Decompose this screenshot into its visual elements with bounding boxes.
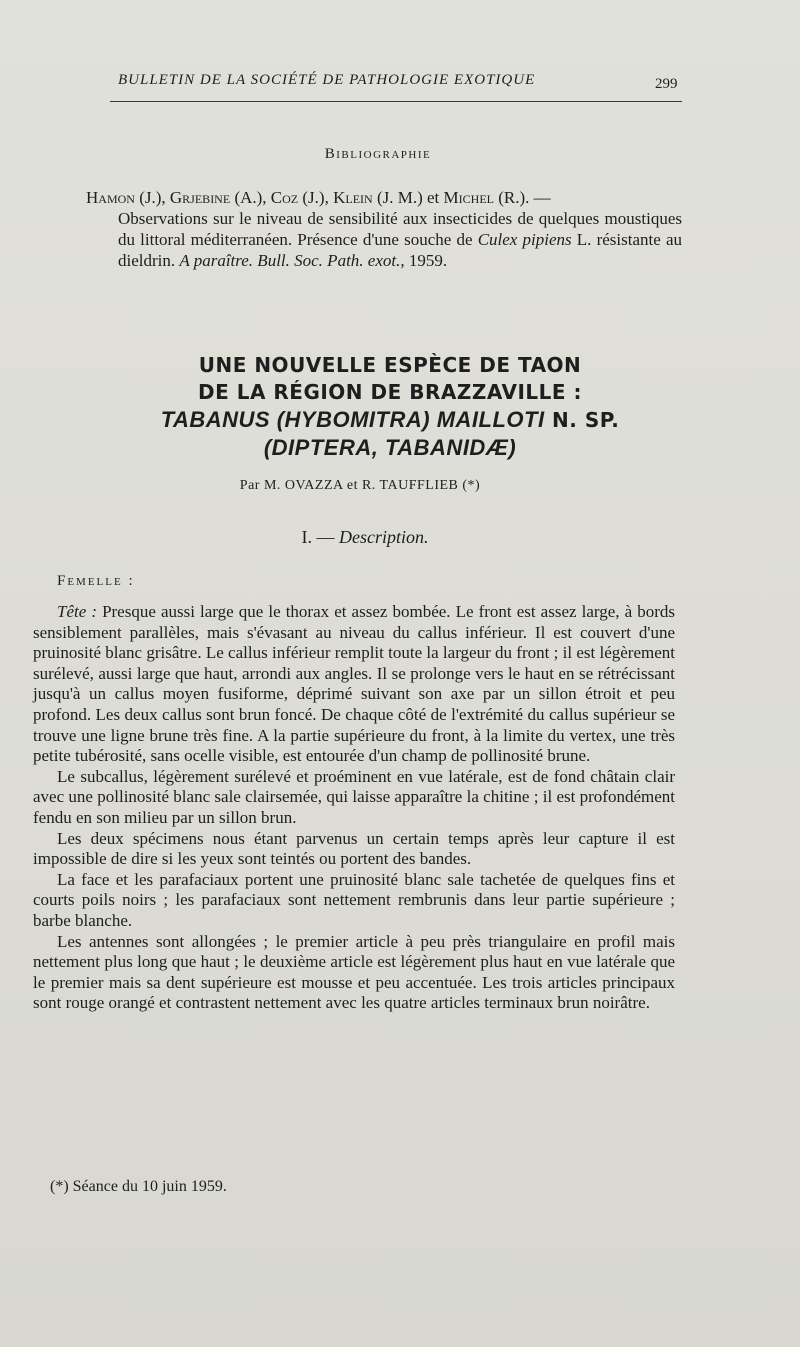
- paragraph: [33, 870, 675, 932]
- author-name: Michel: [443, 188, 494, 207]
- part-title: Description.: [339, 527, 429, 547]
- author-name: Grjebine: [169, 188, 231, 207]
- paragraph: [33, 767, 675, 829]
- taxon-name: TABANUS (HYBOMITRA) MAILLOTI: [160, 407, 545, 432]
- title-line: DE LA RÉGION DE BRAZZAVILLE :: [197, 380, 583, 404]
- author-initials: (A.),: [230, 188, 271, 207]
- author-name: Coz: [270, 188, 299, 207]
- title-line: [80, 406, 700, 434]
- reference-year: 1959.: [404, 251, 448, 270]
- reference-text: Observations sur le niveau de sensibilité aux insecticides de quelques moustiques du littoral méditerranéen. Présence d'une souche de: [118, 209, 682, 249]
- part-heading: [0, 527, 730, 548]
- sex-heading: Femelle :: [57, 573, 135, 589]
- part-number: I. —: [301, 527, 339, 547]
- paragraph-text: Presque aussi large que le thorax et assez bombée. Le front est assez large, à bords sensiblement parallèles, mais s'évasant au niveau du callus inférieur. Il est couvert d'une pruinosité blanc grisâtre. Le callus inférieur remplit toute la largeur du front ; il est légèrement surélevé, aussi large que haut, arrondi aux angles. Il se prolonge vers le haut en se rétrécissant jusqu'à un callus moyen fusiforme, déprimé suivant son axe par un sillon étroit et peu profond. Les deux callus sont brun foncé. De chaque côté de l'extrémité du callus supérieur se trouve une ligne brune très fine. A la partie supérieure du front, à la limite du vertex, une très petite tubérosité, sans ocelle visible, est entourée d'un champ de pollinosité brune.: [33, 602, 675, 766]
- paragraph-text: Le subcallus, légèrement surélevé et proéminent en vue latérale, est de fond châtain clair avec une pollinosité blanc sale clairsemée, qui laisse apparaître la chitine ; il est profondément fendu en son milieu par un sillon brun.: [33, 766, 675, 827]
- header-rule: [110, 101, 682, 102]
- paragraph: [33, 602, 675, 767]
- author-initials: (J.),: [298, 188, 334, 207]
- paragraph: [33, 932, 675, 1014]
- reference-text: L. résistante au dieldrin.: [118, 230, 682, 270]
- author-initials: (R.). —: [493, 188, 551, 207]
- byline: Par M. OVAZZA et R. TAUFFLIEB (*): [239, 478, 481, 493]
- title-line-taxonomy: (DIPTERA, TABANIDÆ): [263, 435, 517, 460]
- paragraph-text: Les antennes sont allongées ; le premier article à peu près triangulaire en profil mais nettement plus long que haut ; le deuxième article est légèrement plus haut en vue latérale que le premier mais sa dent supérieure est mousse et peu accentuée. Les trois articles principaux sont rouge orangé et contrastent nettement avec les quatre articles terminaux brun noirâtre.: [33, 931, 675, 1013]
- author-name: Klein: [333, 188, 373, 207]
- paragraph-text: Les deux spécimens nous étant parvenus un certain temps après leur capture il est impossible de dire si les yeux sont teintés ou portent des bandes.: [33, 828, 675, 869]
- paragraph: [33, 829, 675, 870]
- bibliography-reference-body: [86, 208, 682, 271]
- body-text: [33, 602, 675, 1014]
- title-suffix: N. SP.: [544, 408, 620, 432]
- author-name: Hamon: [86, 188, 135, 207]
- bibliography-heading: Bibliographie: [324, 146, 432, 162]
- author-initials: (J.),: [134, 188, 170, 207]
- paragraph-lead: Tête :: [57, 602, 97, 621]
- page-number: 299: [655, 76, 678, 92]
- journal-name: A paraître. Bull. Soc. Path. exot.,: [179, 251, 405, 270]
- title-line: UNE NOUVELLE ESPÈCE DE TAON: [198, 353, 582, 377]
- author-initials: (J. M.) et: [372, 188, 444, 207]
- footnote: (*) Séance du 10 juin 1959.: [50, 1178, 227, 1195]
- paragraph-text: La face et les parafaciaux portent une pruinosité blanc sale tachetée de quelques fins et courts poils noirs ; les parafaciaux sont nettement rembrunis dans leur partie supérieure ; barbe blanche.: [33, 869, 675, 930]
- species-name: Culex pipiens: [477, 230, 572, 249]
- article-title: [80, 352, 700, 461]
- running-head: BULLETIN DE LA SOCIÉTÉ DE PATHOLOGIE EXOTIQUE: [118, 72, 536, 88]
- bibliography-entry: [86, 187, 682, 271]
